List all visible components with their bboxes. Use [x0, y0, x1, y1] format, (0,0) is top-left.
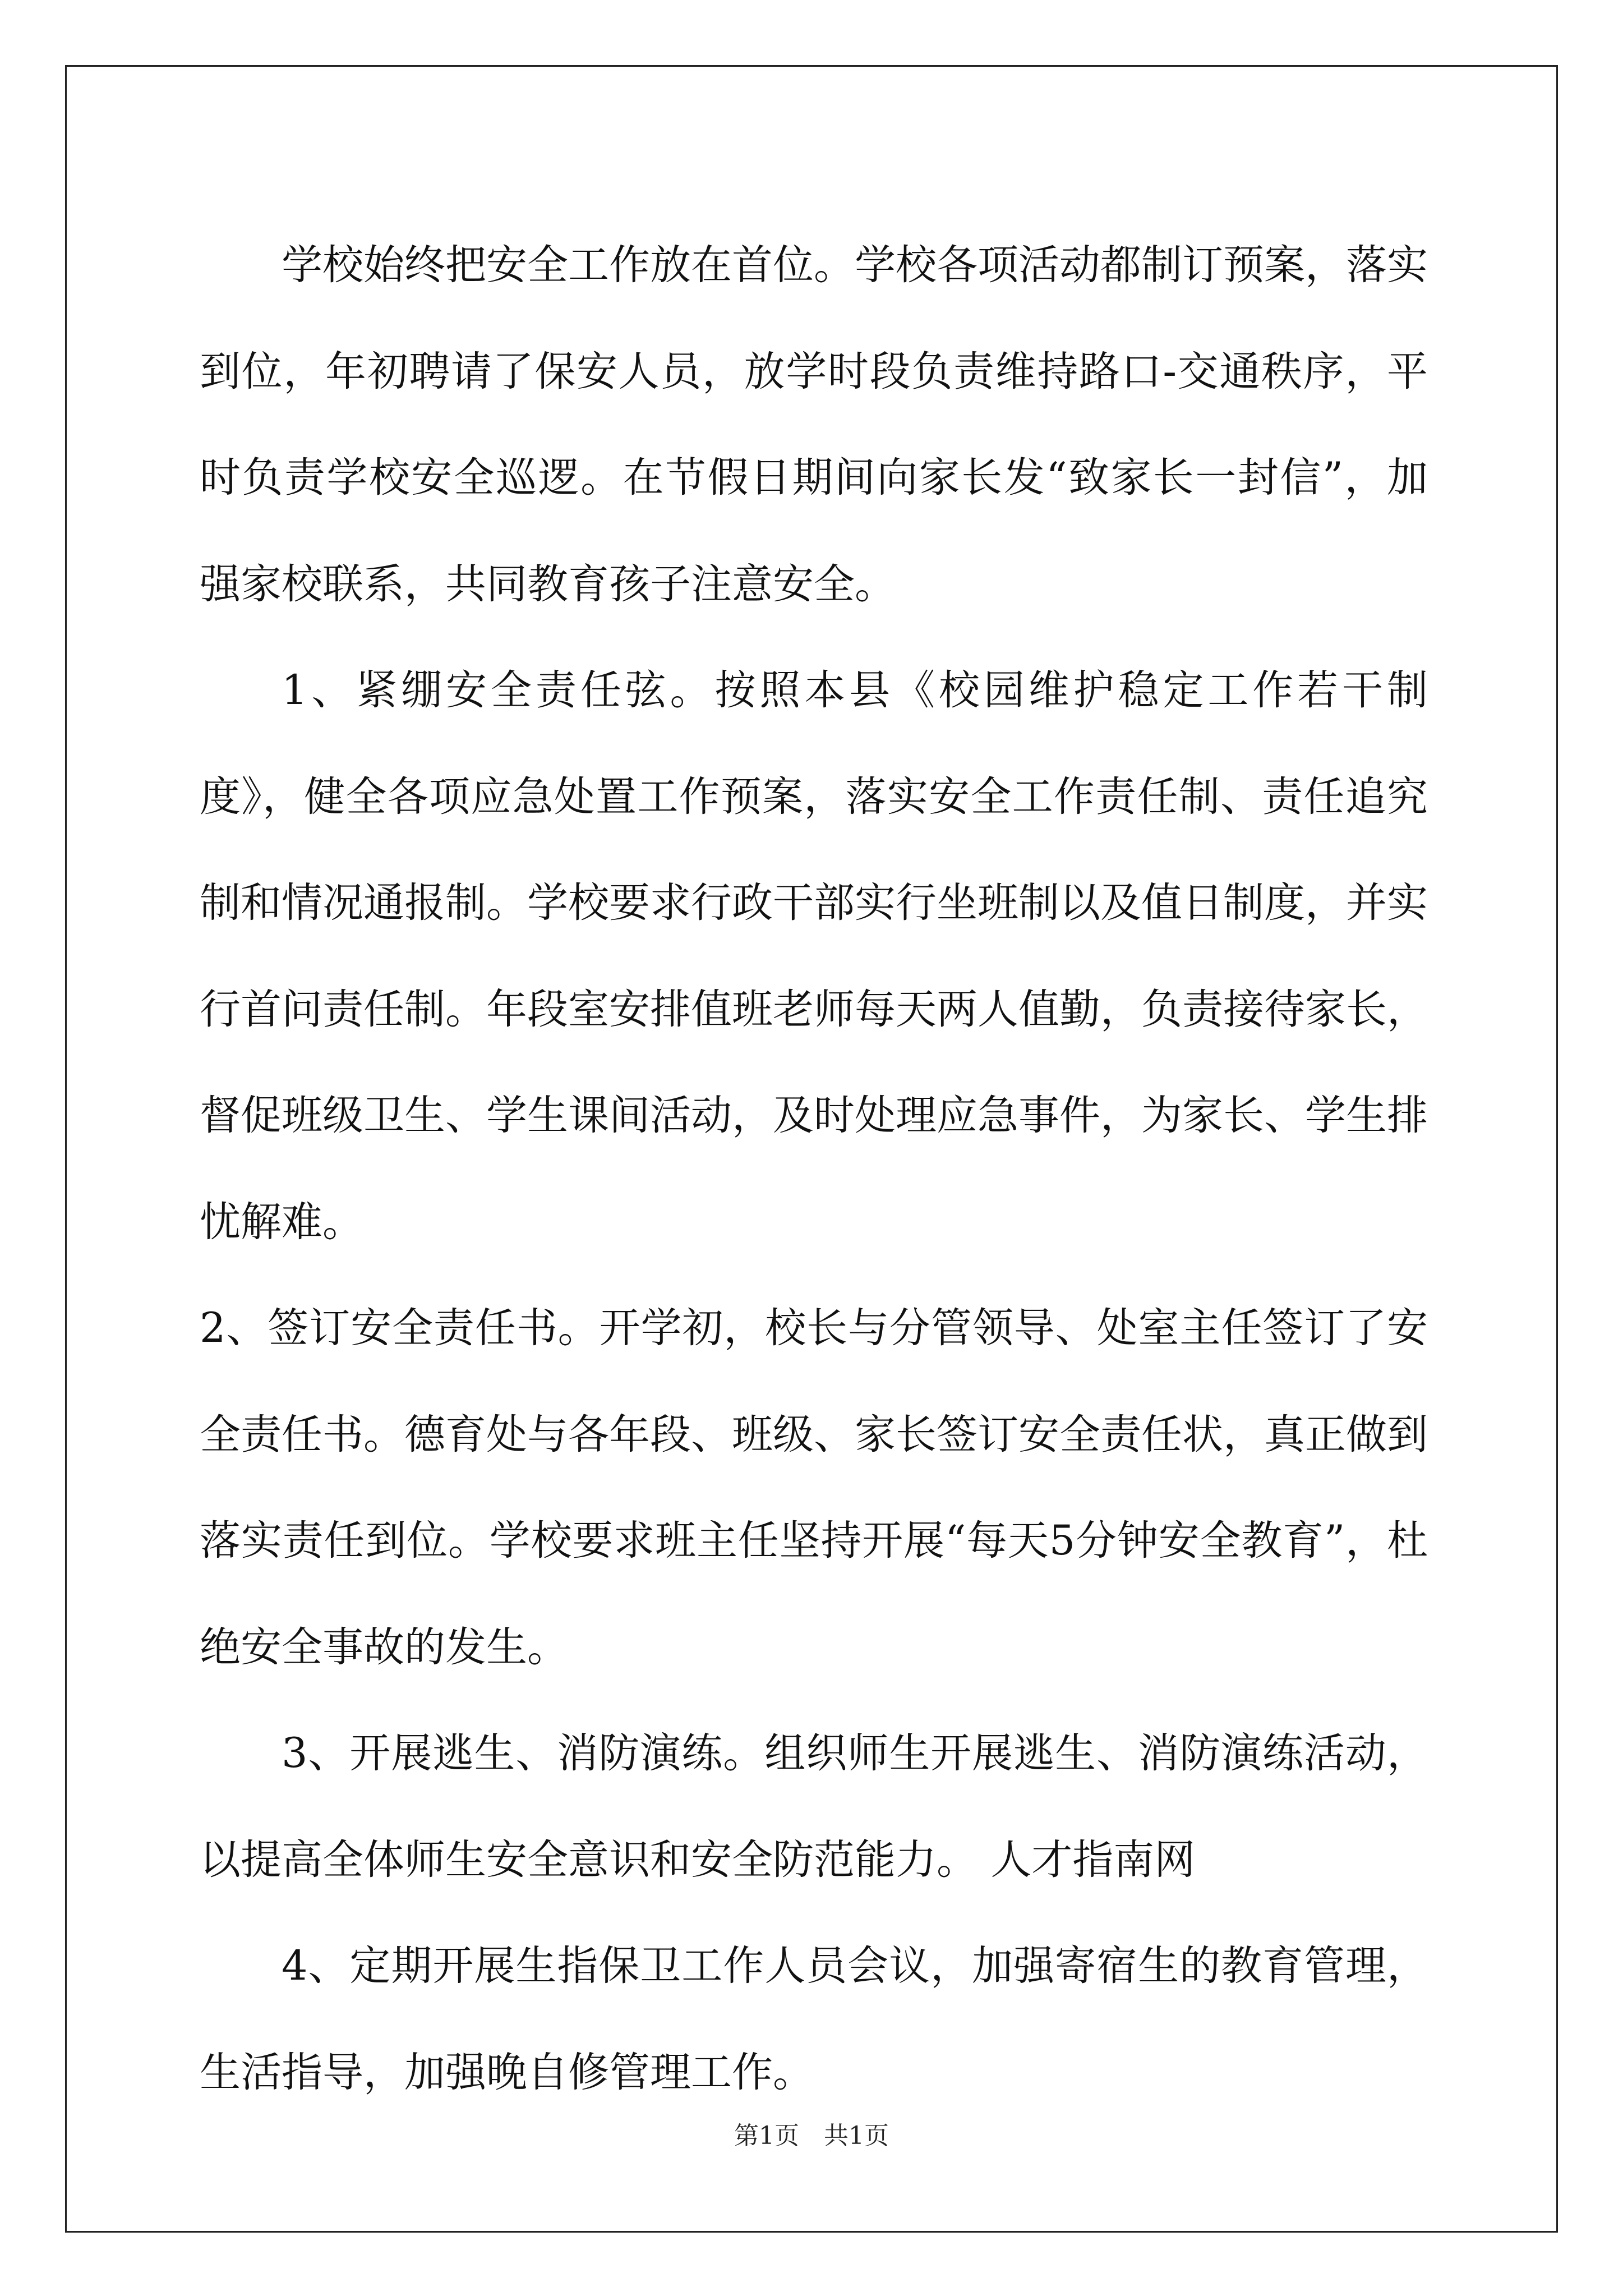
- paragraph-fire-drill: 3、开展逃生、消防演练。组织师生开展逃生、消防演练活动，以提高全体师生安全意识和安全防范能力。 人才指南网: [200, 1729, 1428, 1884]
- paragraph-responsibility: 1、紧绷安全责任弦。按照本县《校园维护稳定工作若干制度》，健全各项应急处置工作预案，落实安全工作责任制、责任追究制和情况通报制。学校要求行政干部实行坐班制以及值日制度，并实行首问责任制。年段室安排值班老师每天两人值勤，负责接待家长，督促班级卫生、学生课间活动，及时处理应急事件，为家长、学生排忧解难。: [200, 666, 1428, 1246]
- paragraph-responsibility-letter: 2、签订安全责任书。开学初，校长与分管领导、处室主任签订了安全责任书。德育处与各年段、班级、家长签订安全责任状，真正做到落实责任到位。学校要求班主任坚持开展“每天5分钟安全教育”，杜绝安全事故的发生。: [200, 1304, 1428, 1671]
- page-number-footer: 第1页 共1页: [734, 2122, 889, 2150]
- document-body: [200, 212, 1428, 2125]
- paragraph-boarding-meeting: 4、定期开展生指保卫工作人员会议，加强寄宿生的教育管理，生活指导，加强晚自修管理工作。: [200, 1942, 1428, 2096]
- paragraph-safety-priority: 学校始终把安全工作放在首位。学校各项活动都制订预案，落实到位，年初聘请了保安人员，放学时段负责维持路口-交通秩序，平时负责学校安全巡逻。在节假日期间向家长发“致家长一封信”，加强家校联系，共同教育孩子注意安全。: [200, 241, 1428, 608]
